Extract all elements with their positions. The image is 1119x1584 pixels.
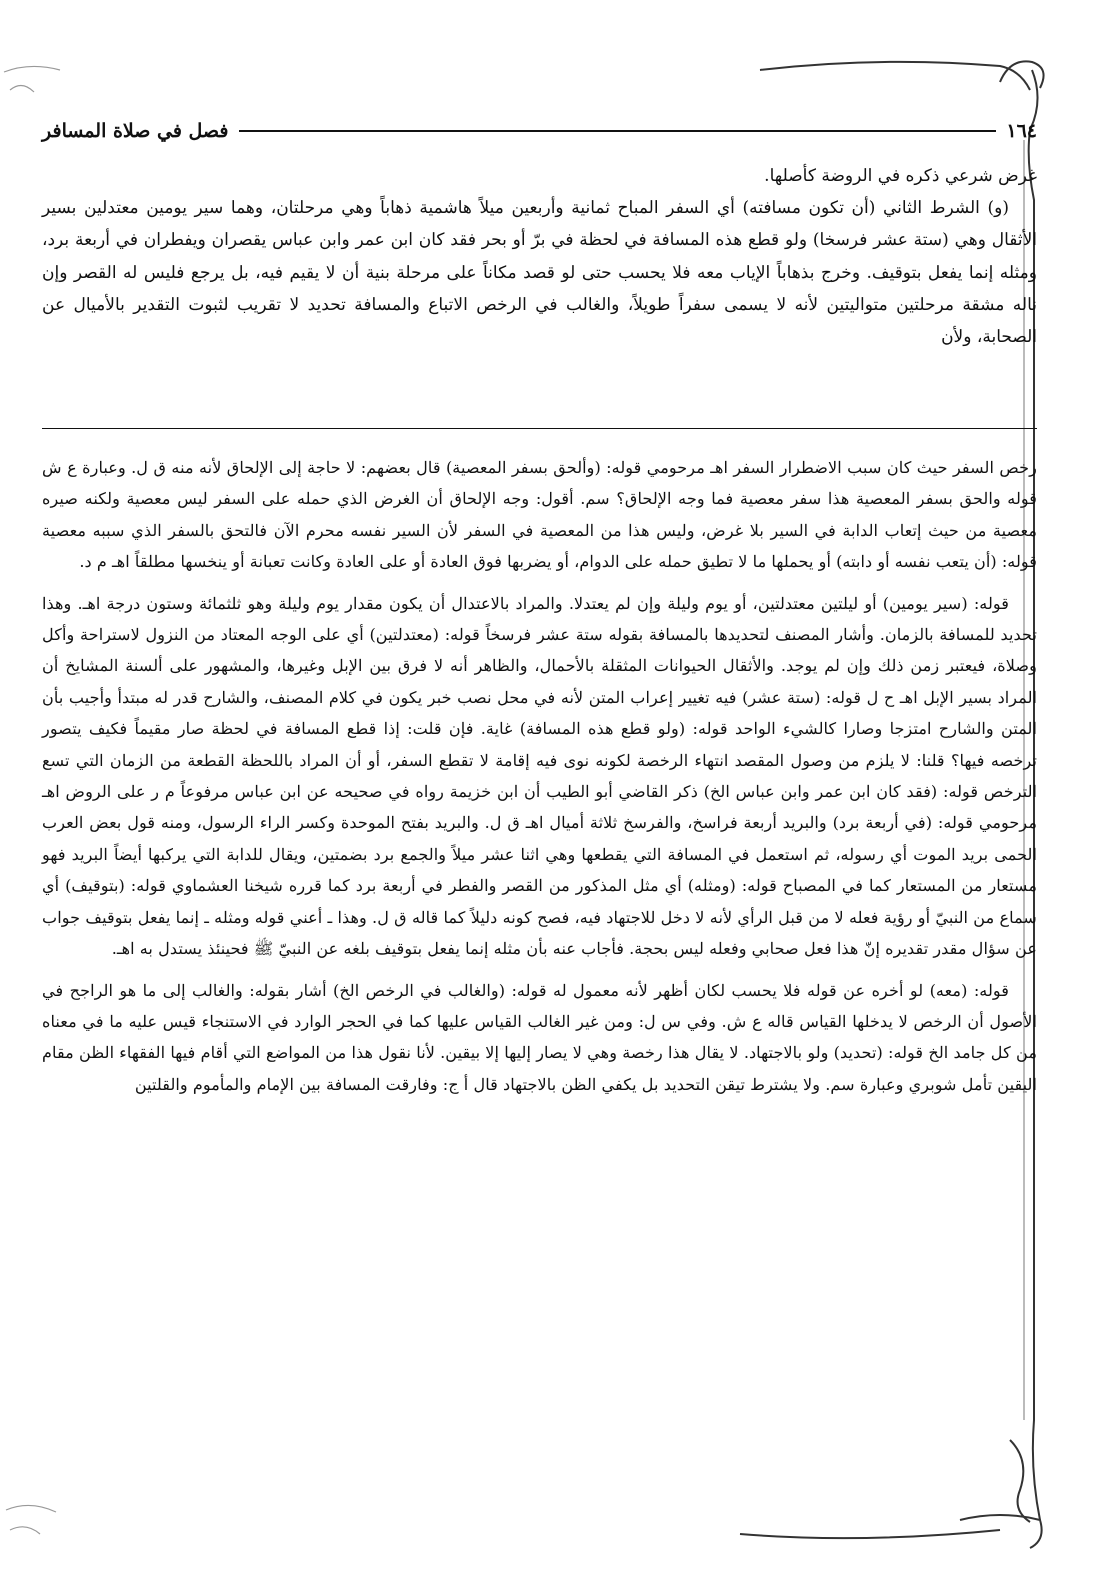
- main-text: [42, 160, 1037, 353]
- main-text-paragraph: (و) الشرط الثاني (أن تكون مسافته) أي السفر المباح ثمانية وأربعين ميلاً هاشمية ذهاباً وهي مرحلتان، وهما سير يومين معتدلين بسير الأثقال وهي (ستة عشر فرسخا) ولو قطع هذه المسافة في لحظة في برّ أو بحر فقد كان ابن عمر وابن عباس يقصران ويفطران في أربعة برد، ومثله إنما يفعل بتوقيف. وخرج بذهاباً الإياب معه فلا يحسب حتى لو قصد مكاناً على مرحلة بنية أن لا يقيم فيه، بل يرجع فليس له القصر وإن ناله مشقة مرحلتين متواليتين لأنه لا يسمى سفراً طويلاً، والغالب في الرخص الاتباع والمسافة تحديد لا تقريب لثبوت التقدير بالأميال عن الصحابة، ولأن: [42, 198, 1037, 348]
- commentary-paragraph: قوله: (معه) لو أخره عن قوله فلا يحسب لكان أظهر لأنه معمول له قوله: (والغالب في الرخص الخ) أشار بقوله: والغالب إلى ما هو الراجح في الأصول أن الرخص لا يدخلها القياس قاله ع ش. وفي س ل: ومن غير الغالب القياس عليها كما في الحجر الوارد في الاستنجاء قيس عليه ما في معناه من كل جامد الخ قوله: (تحديد) ولو بالاجتهاد. لا يقال هذا رخصة وهي لا يصار إليها إلا بيقين. لأنا نقول هذا من المواضع التي أقام فيها الفقهاء الظن مقام اليقين تأمل شوبري وعبارة سم. ولا يشترط تيقن التحديد بل يكفي الظن بالاجتهاد قال أ ج: وفارقت المسافة بين الإمام والمأموم والقلتين: [42, 980, 1037, 1094]
- footnote-separator: [42, 428, 1037, 429]
- main-text-paragraph: غرض شرعي ذكره في الروضة كأصلها.: [764, 166, 1037, 186]
- commentary-paragraph: قوله: (سير يومين) أو ليلتين معتدلتين، أو يوم وليلة وإن لم يعتدلا. والمراد بالاعتدال أن يكون مقدار يوم وليلة وهو ثلثمائة وستون درجة اهـ. وهذا تحديد للمسافة بالزمان. وأشار المصنف لتحديدها بالمسافة بقوله ستة عشر فرسخاً قوله: (معتدلتين) أي على الوجه المعتاد من النزول لاستراحة وأكل وصلاة، فيعتبر زمن ذلك وإن لم يوجد. والأثقال الحيوانات المثقلة بالأحمال، والظاهر أنه لا فرق بين الإبل وغيرها، والمشهور على ألسنة المشايخ أن المراد بسير الإبل اهـ ح ل قوله: (ستة عشر) فيه تغيير إعراب المتن لأنه في محل نصب خبر يكون في كلام المصنف، والشارح قدر له مبتدأ وأجيب بأن المتن والشارح امتزجا وصارا كالشيء الواحد قوله: (ولو قطع هذه المسافة) غاية. فإن قلت: إذا قطع المسافة في لحظة صار مقيماً فكيف يتصور ترخصه فيها؟ قلنا: لا يلزم من وصول المقصد انتهاء الرخصة لكونه نوى فيه إقامة لا تقطع السفر، أو أن المراد باللحظة القطعة من الزمان التي تسع الترخص قوله: (فقد كان ابن عمر وابن عباس الخ) ذكر القاضي أبو الطيب أن ابن خزيمة رواه في صحيحه عن ابن عباس مرفوعاً م ر على الروض اهـ مرحومي قوله: (في أربعة برد) والبريد أربعة فراسخ، والفرسخ ثلاثة أميال اهـ ق ل. والبريد بفتح الموحدة وكسر الراء الرسول، ومنه قول بعض العرب الحمى بريد الموت أي رسوله، ثم استعمل في المسافة التي يقطعها وهي اثنا عشر ميلاً والجمع برد بضمتين، ويقال للدابة التي يركبها أيضاً البريد فهو مستعار من المستعار كما في المصباح قوله: (ومثله) أي مثل المذكور من القصر والفطر في أربعة برد كما قرره شيخنا العشماوي قوله: (بتوقيف) أي سماع من النبيّ أو رؤية فعله لا من قبل الرأي لأنه لا دخل للاجتهاد فيه، فصح كونه دليلاً كما قاله ق ل. وهذا ـ أعني قوله ومثله ـ إنما يفعل بتوقيف جواب عن سؤال مقدر تقديره إنّ هذا فعل صحابي وفعله ليس بحجة. فأجاب عنه بأن مثله إنما يفعل بتوقيف بلغه عن النبيّ ﷺ فحينئذ يستدل به اهـ.: [42, 593, 1037, 959]
- frame-top-scroll: [760, 61, 1044, 90]
- frame-corner-top-left: [4, 66, 60, 92]
- commentary-paragraph: رخص السفر حيث كان سبب الاضطرار السفر اهـ مرحومي قوله: (وألحق بسفر المعصية) قال بعضهم: لا حاجة إلى الإلحاق لأنه منه ق ل. وعبارة ع ش قوله والحق بسفر المعصية هذا سفر معصية فما وجه الإلحاق؟ سم. أقول: وجه الإلحاق أن الغرض الذي حمله على السفر ليس معصية ولكنه صيره معصية من حيث إتعاب الدابة في السير بلا غرض، وليس هذا من المعصية في السفر لأن السير نفسه محرم الآن فالتحق بالسفر الذي سببه معصية قوله: (أن يتعب نفسه أو دابته) أو يحملها ما لا تطيق حمله على الدوام، أو يضربها فوق العادة أو على العادة وكانت تعبانة أو ينخسها مطلقاً اهـ م د.: [42, 458, 1037, 572]
- frame-corner-bottom-left: [6, 1505, 56, 1534]
- page-number: ١٦٤: [1006, 120, 1037, 142]
- frame-bottom-scroll: [740, 1515, 1042, 1548]
- page-header: [42, 116, 1037, 146]
- header-rule: [239, 130, 997, 132]
- frame-corner-bottom-right: [1010, 1440, 1030, 1522]
- chapter-title: فصل في صلاة المسافر: [42, 120, 229, 142]
- commentary-text: [42, 452, 1037, 1100]
